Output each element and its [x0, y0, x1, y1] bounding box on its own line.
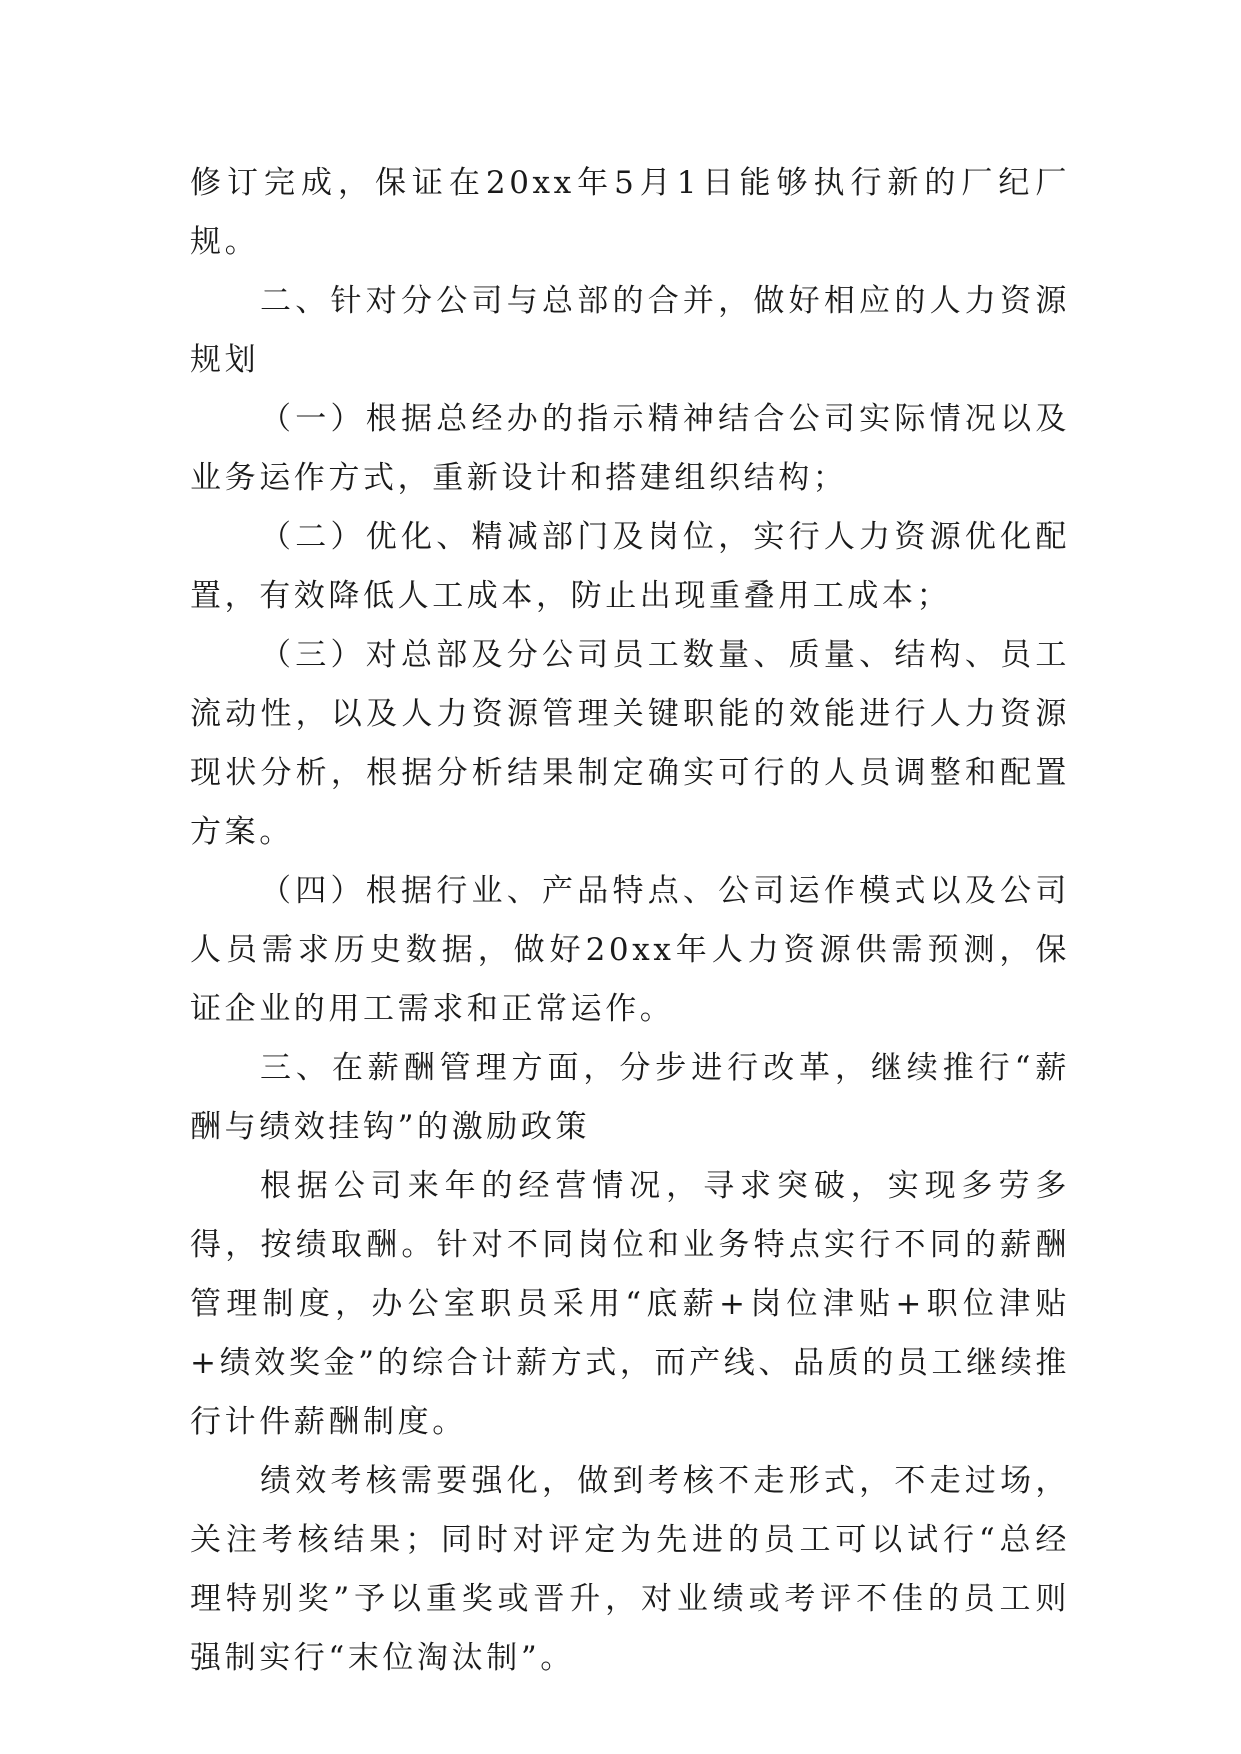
list-item-2: （二）优化、精减部门及岗位，实行人力资源优化配置，有效降低人工成本，防止出现重叠用工成本； — [190, 519, 1070, 614]
body-paragraph-performance: 绩效考核需要强化，做到考核不走形式，不走过场，关注考核结果；同时对评定为先进的员工可以试行“总经理特别奖”予以重奖或晋升，对业绩或考评不佳的员工则强制实行“末位淘汰制”。 — [190, 1463, 1070, 1676]
section-heading-2: 二、针对分公司与总部的合并，做好相应的人力资源规划 — [190, 283, 1070, 378]
list-item-3: （三）对总部及分公司员工数量、质量、结构、员工流动性，以及人力资源管理关键职能的效能进行人力资源现状分析，根据分析结果制定确实可行的人员调整和配置方案。 — [190, 637, 1070, 850]
section-heading-3: 三、在薪酬管理方面，分步进行改革，继续推行“薪酬与绩效挂钩”的激励政策 — [190, 1050, 1070, 1145]
body-paragraph-salary: 根据公司来年的经营情况，寻求突破，实现多劳多得，按绩取酬。针对不同岗位和业务特点实行不同的薪酬管理制度，办公室职员采用“底薪+岗位津贴+职位津贴+绩效奖金”的综合计薪方式，而产线、品质的员工继续推行计件薪酬制度。 — [190, 1168, 1070, 1440]
paragraph-continuation: 修订完成，保证在20xx年5月1日能够执行新的厂纪厂规。 — [190, 165, 1070, 260]
list-item-4: （四）根据行业、产品特点、公司运作模式以及公司人员需求历史数据，做好20xx年人力资源供需预测，保证企业的用工需求和正常运作。 — [190, 873, 1070, 1027]
list-item-1: （一）根据总经办的指示精神结合公司实际情况以及业务运作方式，重新设计和搭建组织结构； — [190, 401, 1070, 496]
document-page — [190, 154, 1070, 1688]
